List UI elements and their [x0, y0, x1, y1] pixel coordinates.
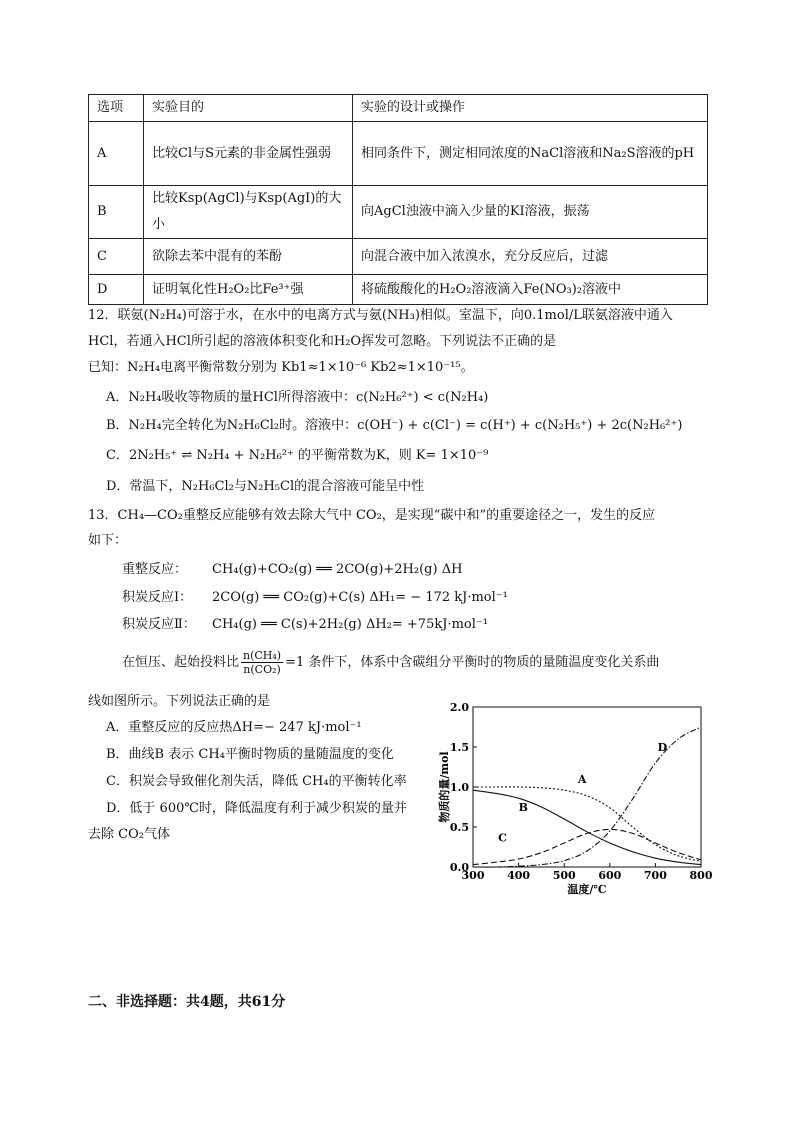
table-cell-option: C: [89, 239, 144, 275]
feed-ratio-fraction: [241, 649, 283, 676]
table-row: [89, 186, 708, 239]
table-header: 实验的设计或操作: [353, 95, 708, 122]
table-cell-purpose: 欲除去苯中混有的苯酚: [144, 239, 353, 275]
x-tick-label: 300: [461, 869, 485, 882]
q12-option-b: B．N₂H₄完全转化为N₂H₆Cl₂时。溶液中：c(OH⁻) + c(Cl⁻) = c(H⁺) + c(N₂H₅⁺) + 2c(N₂H₆²⁺): [106, 418, 683, 433]
fraction-denominator: n(CO₂): [243, 663, 281, 676]
q13-condition-line2: 线如图所示。下列说法正确的是: [88, 694, 271, 709]
q12-option-c: C．2N₂H₅⁺ ⇌ N₂H₄ + N₂H₆²⁺ 的平衡常数为K，则 K= 1×10⁻⁹: [106, 448, 489, 463]
q13-option-d-line2: 去除 CO₂气体: [88, 827, 170, 842]
y-tick-label: 1.0: [449, 781, 469, 794]
q13-option-b: B．曲线B 表示 CH₄平衡时物质的量随温度的变化: [106, 747, 394, 762]
section-2-heading: 二、非选择题：共4题，共61分: [88, 994, 286, 1010]
series-label-a: A: [577, 773, 587, 786]
table-header: 选项: [89, 95, 144, 122]
q12-option-a: A．N₂H₄吸收等物质的量HCl所得溶液中：c(N₂H₆²⁺) < c(N₂H₄): [106, 390, 489, 405]
q12-known: 已知：N₂H₄电离平衡常数分别为 Kb1≈1×10⁻⁶ Kb2≈1×10⁻¹⁵。: [88, 360, 474, 375]
table-cell-operation: 向混合液中加入浓溴水，充分反应后，过滤: [353, 239, 708, 275]
reaction-1-label: 重整反应：: [122, 562, 188, 577]
series-line-a: [473, 787, 701, 861]
plot-frame: [473, 707, 701, 867]
table-cell-operation: 相同条件下，测定相同浓度的NaCl溶液和Na₂S溶液的pH: [353, 122, 708, 186]
x-tick-label: 600: [598, 869, 622, 882]
table-cell-purpose: 证明氧化性H₂O₂比Fe³⁺强: [144, 275, 353, 305]
table-header-row: [89, 95, 708, 122]
table-cell-purpose: 比较Cl与S元素的非金属性强弱: [144, 122, 353, 186]
fraction-numerator: n(CH₄): [243, 649, 282, 662]
y-tick-label: 2.0: [449, 701, 469, 714]
reaction-3-label: 积炭反应Ⅱ：: [122, 617, 196, 632]
x-tick-label: 800: [689, 869, 713, 882]
table-row: [89, 275, 708, 305]
q13-option-d-line1: D．低于 600℃时，降低温度有利于减少积炭的量并: [106, 801, 407, 816]
q12-option-d: D．常温下，N₂H₆Cl₂与N₂H₅Cl的混合溶液可能呈中性: [106, 479, 425, 494]
q13-condition: [122, 648, 659, 678]
x-tick-label: 700: [643, 869, 667, 882]
y-tick-label: 0.0: [449, 861, 469, 874]
options-table: [88, 94, 708, 305]
x-tick-label: 500: [552, 869, 576, 882]
series-line-c: [473, 829, 701, 864]
table-row: [89, 239, 708, 275]
reaction-1: CH₄(g)+CO₂(g) ══ 2CO(g)+2H₂(g) ΔH: [212, 562, 463, 577]
q12-stem-line2: HCl，若通入HCl所引起的溶液体积变化和H₂O挥发可忽略。下列说法不正确的是: [88, 334, 557, 349]
x-axis-label: 温度/℃: [567, 883, 607, 896]
reaction-3: CH₄(g) ══ C(s)+2H₂(g) ΔH₂= +75kJ·mol⁻¹: [212, 617, 488, 632]
q13-option-a: A．重整反应的反应热ΔH=− 247 kJ·mol⁻¹: [106, 720, 362, 735]
q13-option-c: C．积炭会导致催化剂失活，降低 CH₄的平衡转化率: [106, 774, 407, 789]
x-tick-label: 400: [507, 869, 531, 882]
table-cell-option: B: [89, 186, 144, 239]
q13-stem-line2: 如下：: [88, 533, 128, 548]
table-cell-purpose: 比较Ksp(AgCl)与Ksp(AgI)的大小: [144, 186, 353, 239]
q13-stem-line1: 13．CH₄—CO₂重整反应能够有效去除大气中 CO₂，是实现“碳中和”的重要途径之一，发生的反应: [88, 508, 656, 523]
table-row: [89, 122, 708, 186]
condition-prefix: 在恒压、起始投料比: [122, 655, 240, 670]
y-tick-label: 1.5: [449, 741, 469, 754]
q12-stem-line1: 12．联氨(N₂H₄)可溶于水，在水中的电离方式与氨(NH₃)相似。室温下，向0.1mol/L联氨溶液中通入: [88, 308, 673, 323]
reaction-2-label: 积炭反应Ⅰ：: [122, 590, 193, 605]
table-header: 实验目的: [144, 95, 353, 122]
table-cell-option: D: [89, 275, 144, 305]
condition-suffix: =1 条件下，体系中含碳组分平衡时的物质的量随温度变化关系曲: [285, 655, 660, 670]
reaction-2: 2CO(g) ══ CO₂(g)+C(s) ΔH₁= − 172 kJ·mol⁻¹: [212, 590, 508, 605]
series-line-b: [473, 790, 701, 864]
temperature-chart: [436, 700, 716, 900]
series-label-b: B: [518, 801, 528, 814]
series-label-d: D: [657, 741, 668, 754]
table-cell-operation: 向AgCl浊液中滴入少量的KI溶液，振荡: [353, 186, 708, 239]
y-tick-label: 0.5: [449, 821, 469, 834]
table-cell-operation: 将硫酸酸化的H₂O₂溶液滴入Fe(NO₃)₂溶液中: [353, 275, 708, 305]
series-label-c: C: [498, 831, 507, 845]
y-axis-label: 物质的量/mol: [438, 751, 451, 823]
table-cell-option: A: [89, 122, 144, 186]
